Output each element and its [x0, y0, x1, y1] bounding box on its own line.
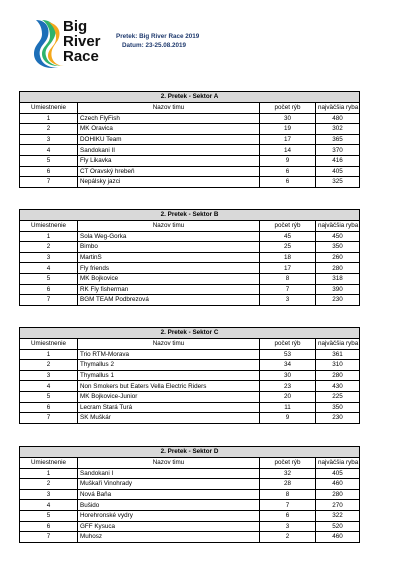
table-row: [20, 510, 360, 521]
count-cell: 17: [260, 263, 316, 274]
biggest-cell: 450: [316, 231, 360, 242]
table-row: [20, 370, 360, 381]
place-cell: 1: [20, 113, 78, 124]
biggest-cell: 460: [316, 479, 360, 490]
count-cell: 25: [260, 242, 316, 253]
place-cell: 4: [20, 145, 78, 156]
table-row: [20, 113, 360, 124]
count-cell: 23: [260, 381, 316, 392]
biggest-cell: 361: [316, 349, 360, 360]
place-cell: 7: [20, 295, 78, 306]
place-cell: 4: [20, 500, 78, 511]
count-cell: 20: [260, 391, 316, 402]
table-row: [20, 532, 360, 543]
table-row: [20, 360, 360, 371]
count-cell: 18: [260, 252, 316, 263]
place-cell: 3: [20, 134, 78, 145]
col-header-count: počet rýb: [260, 339, 316, 350]
count-cell: 8: [260, 489, 316, 500]
team-cell: Bimbo: [78, 242, 260, 253]
place-cell: 3: [20, 370, 78, 381]
team-cell: CT Oravský hrebeň: [78, 166, 260, 177]
biggest-cell: 325: [316, 177, 360, 188]
count-cell: 9: [260, 155, 316, 166]
place-cell: 5: [20, 510, 78, 521]
biggest-cell: 365: [316, 134, 360, 145]
sector-b-table: [19, 209, 360, 306]
race-header: [116, 32, 199, 50]
team-cell: Sandokani I: [78, 468, 260, 479]
biggest-cell: 310: [316, 360, 360, 371]
col-header-biggest: najväčšia ryba: [316, 458, 360, 469]
table-row: [20, 263, 360, 274]
table-row: [20, 124, 360, 135]
count-cell: 6: [260, 166, 316, 177]
biggest-cell: 260: [316, 252, 360, 263]
place-cell: 5: [20, 155, 78, 166]
sector-d-table: [19, 446, 360, 543]
count-cell: 2: [260, 532, 316, 543]
team-cell: Fly friends: [78, 263, 260, 274]
table-row: [20, 479, 360, 490]
biggest-cell: 390: [316, 284, 360, 295]
place-cell: 7: [20, 532, 78, 543]
biggest-cell: 230: [316, 295, 360, 306]
biggest-cell: 460: [316, 532, 360, 543]
table-row: [20, 413, 360, 424]
place-cell: 4: [20, 381, 78, 392]
col-header-count: počet rýb: [260, 103, 316, 114]
count-cell: 6: [260, 510, 316, 521]
table-row: [20, 349, 360, 360]
table-row: [20, 500, 360, 511]
col-header-biggest: najväčšia ryba: [316, 339, 360, 350]
col-header-count: počet rýb: [260, 458, 316, 469]
place-cell: 1: [20, 349, 78, 360]
place-cell: 3: [20, 489, 78, 500]
biggest-cell: 480: [316, 113, 360, 124]
place-cell: 4: [20, 263, 78, 274]
col-header-biggest: najväčšia ryba: [316, 221, 360, 232]
team-cell: Trio RTM-Morava: [78, 349, 260, 360]
sector-title: 2. Pretek - Sektor A: [20, 92, 360, 103]
table-row: [20, 177, 360, 188]
place-cell: 2: [20, 479, 78, 490]
biggest-cell: 322: [316, 510, 360, 521]
team-cell: Sandokani II: [78, 145, 260, 156]
place-cell: 6: [20, 402, 78, 413]
logo-line-2: River: [63, 33, 101, 50]
team-cell: Nová Baňa: [78, 489, 260, 500]
table-row: [20, 489, 360, 500]
table-row: [20, 391, 360, 402]
biggest-cell: 370: [316, 145, 360, 156]
team-cell: Muhosz: [78, 532, 260, 543]
team-cell: Non Smokers but Eaters Vella Electric Riders: [78, 381, 260, 392]
team-cell: Sola Weg-Gorka: [78, 231, 260, 242]
count-cell: 11: [260, 402, 316, 413]
count-cell: 30: [260, 370, 316, 381]
biggest-cell: 270: [316, 500, 360, 511]
biggest-cell: 520: [316, 521, 360, 532]
count-cell: 7: [260, 500, 316, 511]
count-cell: 14: [260, 145, 316, 156]
team-cell: MK Oravica: [78, 124, 260, 135]
team-cell: Horehronské vydry: [78, 510, 260, 521]
logo-text: [63, 19, 101, 64]
count-cell: 45: [260, 231, 316, 242]
biggest-cell: 318: [316, 273, 360, 284]
biggest-cell: 350: [316, 402, 360, 413]
biggest-cell: 280: [316, 263, 360, 274]
biggest-cell: 430: [316, 381, 360, 392]
biggest-cell: 302: [316, 124, 360, 135]
count-cell: 17: [260, 134, 316, 145]
col-header-team: Nazov timu: [78, 221, 260, 232]
count-cell: 3: [260, 295, 316, 306]
sector-title: 2. Pretek - Sektor C: [20, 328, 360, 339]
table-row: [20, 145, 360, 156]
team-cell: Bušido: [78, 500, 260, 511]
team-cell: SK Muškár: [78, 413, 260, 424]
count-cell: 6: [260, 177, 316, 188]
biggest-cell: 280: [316, 370, 360, 381]
table-row: [20, 252, 360, 263]
biggest-cell: 416: [316, 155, 360, 166]
team-cell: Czech FlyFish: [78, 113, 260, 124]
team-cell: Muškaři Vinohrady: [78, 479, 260, 490]
place-cell: 3: [20, 252, 78, 263]
biggest-cell: 225: [316, 391, 360, 402]
table-row: [20, 521, 360, 532]
count-cell: 53: [260, 349, 316, 360]
sector-title: 2. Pretek - Sektor B: [20, 210, 360, 221]
sector-a-table: [19, 91, 360, 188]
biggest-cell: 230: [316, 413, 360, 424]
table-row: [20, 155, 360, 166]
team-cell: RK Fly fisherman: [78, 284, 260, 295]
team-cell: MK Bojkovice-Junior: [78, 391, 260, 402]
biggest-cell: 405: [316, 166, 360, 177]
place-cell: 1: [20, 231, 78, 242]
table-row: [20, 295, 360, 306]
table-row: [20, 381, 360, 392]
place-cell: 7: [20, 413, 78, 424]
col-header-place: Umiestnenie: [20, 103, 78, 114]
count-cell: 3: [260, 521, 316, 532]
race-name: Pretek: Big River Race 2019: [116, 33, 200, 40]
col-header-team: Nazov timu: [78, 103, 260, 114]
place-cell: 6: [20, 284, 78, 295]
team-cell: Nepálsky jazci: [78, 177, 260, 188]
team-cell: MartinS: [78, 252, 260, 263]
table-row: [20, 166, 360, 177]
biggest-cell: 280: [316, 489, 360, 500]
logo-line-3: Race: [63, 48, 99, 65]
team-cell: MK Bojkovice: [78, 273, 260, 284]
team-cell: Thymallus 1: [78, 370, 260, 381]
team-cell: Thymallus 2: [78, 360, 260, 371]
team-cell: Lecram Stará Turá: [78, 402, 260, 413]
team-cell: DOHIKU Team: [78, 134, 260, 145]
team-cell: BGM TEAM Podbrezová: [78, 295, 260, 306]
table-row: [20, 284, 360, 295]
count-cell: 9: [260, 413, 316, 424]
count-cell: 7: [260, 284, 316, 295]
count-cell: 34: [260, 360, 316, 371]
place-cell: 6: [20, 166, 78, 177]
table-row: [20, 402, 360, 413]
logo-line-1: Big: [63, 18, 88, 35]
table-row: [20, 134, 360, 145]
col-header-team: Nazov timu: [78, 339, 260, 350]
place-cell: 5: [20, 273, 78, 284]
col-header-team: Nazov timu: [78, 458, 260, 469]
count-cell: 32: [260, 468, 316, 479]
table-row: [20, 242, 360, 253]
place-cell: 7: [20, 177, 78, 188]
table-row: [20, 468, 360, 479]
place-cell: 2: [20, 242, 78, 253]
sector-c-table: [19, 327, 360, 424]
count-cell: 8: [260, 273, 316, 284]
col-header-place: Umiestnenie: [20, 221, 78, 232]
count-cell: 19: [260, 124, 316, 135]
place-cell: 6: [20, 521, 78, 532]
count-cell: 30: [260, 113, 316, 124]
col-header-count: počet rýb: [260, 221, 316, 232]
place-cell: 1: [20, 468, 78, 479]
team-cell: Fly Likavka: [78, 155, 260, 166]
table-row: [20, 273, 360, 284]
col-header-place: Umiestnenie: [20, 458, 78, 469]
team-cell: GFF Kysuca: [78, 521, 260, 532]
count-cell: 28: [260, 479, 316, 490]
col-header-biggest: najväčšia ryba: [316, 103, 360, 114]
place-cell: 2: [20, 124, 78, 135]
table-row: [20, 231, 360, 242]
biggest-cell: 405: [316, 468, 360, 479]
place-cell: 2: [20, 360, 78, 371]
race-date: Datum: 23-25.08.2019: [122, 42, 187, 49]
biggest-cell: 350: [316, 242, 360, 253]
place-cell: 5: [20, 391, 78, 402]
sector-title: 2. Pretek - Sektor D: [20, 447, 360, 458]
col-header-place: Umiestnenie: [20, 339, 78, 350]
